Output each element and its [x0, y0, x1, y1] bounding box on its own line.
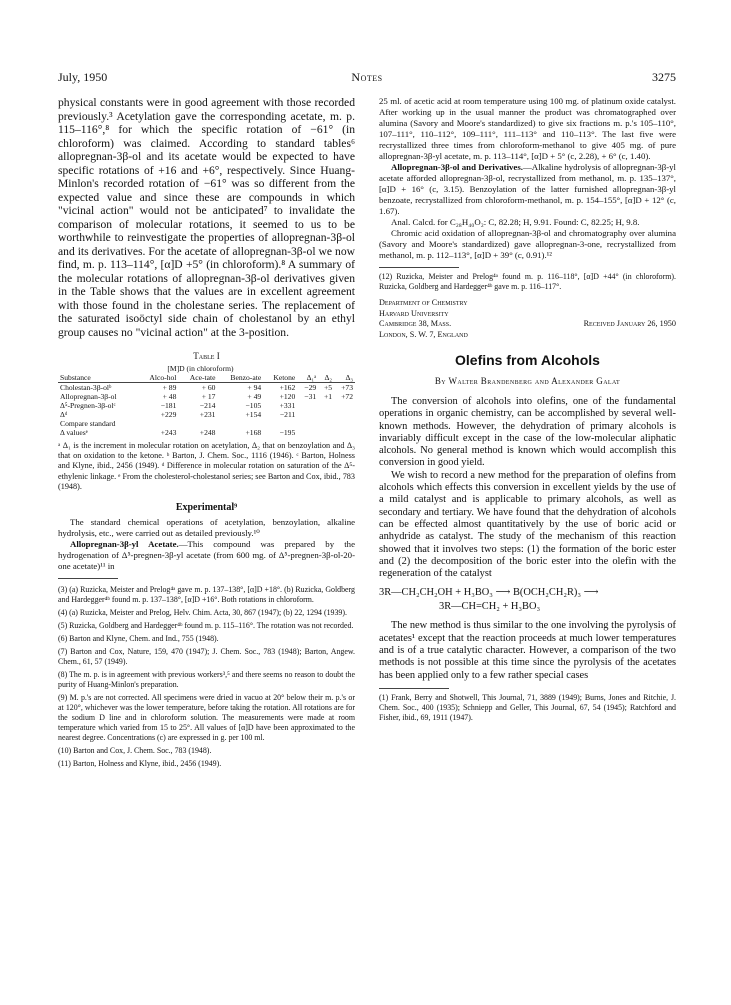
footnote-1: (1) Frank, Berry and Shotwell, This Journal, 71, 3889 (1949); Burns, Jones and Ritchie, J. Chem. Soc., 400 (1935); Schniepp and Geller, This Journal, 67, 54 (1945); Ratchford and Fisher, ibid., 69, 1911 (1947).	[379, 692, 676, 722]
table-cell	[217, 419, 263, 428]
table-cell: +168	[245, 428, 262, 437]
table-cell	[178, 419, 217, 428]
received-date: Received January 26, 1950	[583, 319, 676, 328]
table-cell	[138, 419, 179, 428]
table-cell	[318, 410, 334, 419]
table-row	[58, 392, 355, 401]
footnote: (10) Barton and Cox, J. Chem. Soc., 783 (1948).	[58, 746, 212, 756]
experimental-paragraph-1: The standard chemical operations of acetylation, benzoylation, alkaline hydrolysis, etc., were carried out as detailed previously.¹⁰	[58, 517, 355, 539]
table-col-header: Δ₃	[334, 373, 355, 383]
table-cell	[263, 419, 297, 428]
table-col-header: Ketone	[263, 373, 297, 383]
table-row	[58, 410, 355, 419]
table-cell: −214	[199, 401, 216, 410]
table-col-header: Alco-hol	[138, 373, 179, 383]
equation-line-2: 3R—CH=CH₂ + H₃BO₃	[439, 601, 541, 613]
table-cell	[334, 419, 355, 428]
affiliation-block	[379, 298, 676, 340]
table-header-row	[58, 373, 355, 383]
footnote-divider	[58, 578, 118, 579]
table-cell: +73	[341, 383, 353, 392]
affiliation-line: Department of Chemistry	[379, 298, 468, 307]
affiliation-line: Harvard University	[379, 308, 449, 318]
left-paragraph-1: physical constants were in good agreement with those recorded previously.³ Acetylation gave the corresponding acetate, m. p. 115–116°,⁸ for which the specific rotation of −61° (in chloroform) was claimed. According to standard tables⁶ allopregnan-3β-ol and its acetate would be expected to have specific rotations of +16 and +6°, respectively. Since Huang-Minlon's recorded rotation of −61° was so different from the expected value and since these are compounds in which "vicinal action" would not be anticipated⁷ to invalidate the comparison of molecular rotations, it seemed to us to be worthwhile to reinvestigate the properties of allopregnan-3β-ol and its derivatives. For the acetate of allopregnan-3β-ol we now find, m. p. 113–114°, [α]D +5° (in chloroform).⁸ A summary of the molecular rotations of allopregnan-3β-ol derivatives given in the Table shows that the values are in excellent agreement with those found in the cholestane series. The replacement of the saturated isoöctyl side chain of cholestanol by an ethyl group causes no "vicinal action" at the 3-position.	[58, 96, 355, 339]
table-cell: Δ valuesᵉ	[60, 428, 88, 437]
right-paragraph-2-text: —Alkaline hydrolysis of allopregnan-3β-yl acetate afforded allopregnan-3β-ol, recrystallized from methanol, m. p. 135–137°, [α]D + 16° (c, 3.15). Benzoylation of the latter furnished allopregnan-3β-yl benzoate, recrystallized from chloroform-methanol, m. p. 154–155°, [α]D + 12° (c, 1.67).	[379, 162, 676, 216]
equation-line-1: 3R—CH₂CH₂OH + H₃BO₃ ⟶ B(OCH₂CH₂R)₃ ⟶	[379, 587, 599, 599]
table-cell	[297, 428, 318, 437]
table-row	[58, 428, 355, 437]
table-footnote: ᵃ Δ₁ is the increment in molecular rotation on acetylation, Δ₂ that on benzoylation and Δ₃ that on oxidation to the ketone. ᵇ Barton, J. Chem. Soc., 1116 (1946). ᶜ Barton, Holness and Klyne, ibid., 2456 (1949). ᵈ Difference in molecular rotation on saturation of the Δ⁵-ethylenic linkage. ᵉ From the cholesterol-cholestanol series; see Barton and Cox, ibid., 783 (1948).	[58, 441, 355, 491]
footnote: (9) M. p.'s are not corrected. All specimens were dried in vacuo at 20° below their m. p.'s or at 120°, whichever was the lower temperature, before taking the rotation. All rotations are for the sodium D line and in chloroform solution. The measurements were made at room temperature which varied from 15 to 25°. All values of [α]D have been approximated to the nearest degree. Concentrations (c) are expressed in g. per 100 ml.	[58, 693, 355, 743]
table-cell: +162	[279, 383, 296, 392]
table-cell: Δᵈ	[60, 410, 68, 419]
footnote: (6) Barton and Klyne, Chem. and Ind., 755 (1948).	[58, 634, 219, 644]
table-cell	[297, 410, 318, 419]
table-cell: + 89	[162, 383, 177, 392]
table-cell	[318, 401, 334, 410]
footnote: (3) (a) Ruzicka, Meister and Prelog⁴ᵃ gave m. p. 137–138°, [α]D +18°. (b) Ruzicka, Goldberg and Hardegger⁴ᵇ found m. p. 137–138°, [α]D +16°. Both rotations in chloroform.	[58, 585, 355, 605]
article-paragraph-2: We wish to record a new method for the preparation of olefins from alcohols which effects this conversion in excellent yields by the use of a mild catalyst and is applicable to primary alcohols, as well as secondary and tertiary. We have found that the dehydration of alcohols can be effected almost quantitatively by the use of boric acid or anhydride as catalyst. The study of the mechanism of this reaction showed that it involves two steps: (1) the formation of the boric ester and (2) the decomposition of the boric ester into the olefin with the regeneration of the catalyst	[379, 469, 676, 580]
footnote-divider-right	[379, 267, 459, 268]
table-cell: Allopregnan-3β-ol	[60, 392, 117, 401]
header-date: July, 1950	[58, 70, 108, 84]
table-cell: +243	[160, 428, 177, 437]
table-col-header: Δ₁ᵃ	[297, 373, 318, 383]
right-column	[379, 96, 676, 723]
header-section: Notes	[351, 70, 383, 84]
affiliation-line: Cambridge 38, Mass.	[379, 319, 452, 328]
right-paragraph-2	[379, 162, 676, 217]
table-row	[58, 401, 355, 410]
article-paragraph-3: The new method is thus similar to the one involving the pyrolysis of acetates¹ except that the reaction proceeds at much lower temperatures and is of a true catalytic character. However, a comparison of the two methods is not possible at this time since the pyrolysis of the acetates has been applied only to a few rather special cases	[379, 620, 676, 681]
table-supheader: [M]D (in chloroform)	[167, 364, 234, 373]
article-byline: By Walter Brandenberg and Alexander Galat	[434, 376, 621, 386]
left-column	[58, 96, 355, 769]
table-col-header: Δ₂	[318, 373, 334, 383]
derivatives-heading: Allopregnan-3β-ol and Derivatives.	[391, 162, 523, 172]
footnote-12: (12) Ruzicka, Meister and Prelog⁴ᵃ found m. p. 116–118°, [α]D +44° (in chloroform). Ruzicka, Goldberg and Hardegger⁴ᵇ gave m. p. 116–117°.	[379, 272, 676, 291]
footnote: (4) (a) Ruzicka, Meister and Prelog, Helv. Chim. Acta, 30, 867 (1947); (b) 22, 1294 (1939).	[58, 608, 347, 618]
table-cell: + 48	[162, 392, 177, 401]
table-cell: +120	[279, 392, 296, 401]
affiliation-received-row	[379, 319, 676, 330]
table-col-header: Substance	[58, 373, 138, 383]
table-cell	[318, 419, 334, 428]
affiliation-line: London, S. W. 7, England	[379, 329, 468, 339]
table-cell: Cholestan-3β-olᵇ	[60, 383, 112, 392]
footnote: (7) Barton and Cox, Nature, 159, 470 (1947); J. Chem. Soc., 783 (1948); Barton, Angew. Chem., 61, 57 (1949).	[58, 647, 355, 667]
table-cell: −29	[304, 383, 317, 392]
article-title: Olefins from Alcohols	[455, 352, 600, 368]
right-paragraph-1: 25 ml. of acetic acid at room temperature using 100 mg. of platinum oxide catalyst. After working up in the usual manner the product was chromatographed over alumina (Savory and Moore's standardized) to give six fractions m. p.'s 105–110°, 107–111°, 110–112°, 109–111°, 111–113° and 110–113°. The last five were recrystallized three times from chloroform-methanol to give 405 mg. of pure allopregnan-3β-yl acetate, m. p. 113–114°, [α]D + 5° (c, 2.28), + 6° (c, 1.40).	[379, 96, 676, 161]
experimental-paragraph-2	[58, 539, 355, 572]
table-body	[58, 383, 355, 438]
table-cell	[318, 428, 334, 437]
table-row	[58, 383, 355, 393]
table-cell	[334, 401, 355, 410]
table-cell	[334, 410, 355, 419]
experimental-heading: Experimental⁹	[175, 502, 238, 514]
page-header	[58, 70, 676, 86]
right-paragraph-3: Chromic acid oxidation of allopregnan-3β-ol and chromatography over alumina (Savory and Moore's standardized) gave allopregnan-3-one, recrystallized from methanol, m. p. 112–113°, [α]D + 39° (c, 0.91).¹²	[379, 228, 676, 260]
table-cell: +5	[323, 383, 333, 392]
footnote: (11) Barton, Holness and Klyne, ibid., 2456 (1949).	[58, 759, 222, 769]
table-col-header: Ace-tate	[178, 373, 217, 383]
header-page-number: 3275	[652, 70, 676, 84]
table-cell: +72	[341, 392, 353, 401]
table-cell: −31	[304, 392, 317, 401]
table-cell: + 17	[201, 392, 216, 401]
table-col-header: Benzo-ate	[217, 373, 263, 383]
table-cell: Compare standard	[60, 419, 116, 428]
table-row	[58, 419, 355, 428]
table-cell: −211	[279, 410, 296, 419]
table-cell: +1	[323, 392, 333, 401]
analysis-line: Anal. Calcd. for C₂₈H₄₀O₂: C, 82.28; H, 9.91. Found: C, 82.25; H, 9.8.	[391, 217, 640, 227]
table-cell	[297, 401, 318, 410]
table-cell: Δ⁵-Pregnen-3β-olᶜ	[60, 401, 116, 410]
table-cell: +231	[199, 410, 216, 419]
table-cell: −105	[245, 401, 262, 410]
compound-heading: Allopregnan-3β-yl Acetate.	[70, 539, 179, 550]
table-cell: + 49	[247, 392, 262, 401]
table-cell: +154	[245, 410, 262, 419]
table-cell: +248	[199, 428, 216, 437]
left-footnotes	[58, 585, 355, 769]
footnote: (5) Ruzicka, Goldberg and Hardegger⁴ᵇ found m. p. 115–116°. The rotation was not recorded.	[58, 621, 354, 631]
molecular-rotation-table	[58, 364, 355, 437]
experimental-paragraph-2-text: —This compound was prepared by the hydrogenation of Δ⁵-pregnen-3β-yl acetate (from 600 mg. of Δ⁵-pregnen-3β-ol-20-one acetate)¹¹ in	[58, 539, 355, 572]
table-cell	[297, 419, 318, 428]
article-paragraph-1: The conversion of alcohols into olefins, one of the fundamental operations in organic chemistry, can be accomplished by several well-known methods. However, the dehydration of primary alcohols is invariably difficult except in the case of the low-molecular aliphatic alcohols. No general method is known which would accomplish this conversion in good yield.	[379, 396, 676, 469]
table-cell: −181	[160, 401, 177, 410]
table-cell: + 60	[201, 383, 216, 392]
table-cell: +331	[279, 401, 296, 410]
table-cell: −195	[279, 428, 296, 437]
footnote: (8) The m. p. is in agreement with previous workers³,⁵ and there seems no reason to doubt the purity of Huang-Minlon's preparation.	[58, 670, 355, 690]
table-cell: + 94	[247, 383, 262, 392]
table-cell: +229	[160, 410, 177, 419]
reaction-equation	[379, 586, 676, 614]
table-cell	[334, 428, 355, 437]
table-title: Table I	[193, 351, 220, 361]
footnote-divider-article	[379, 688, 449, 689]
